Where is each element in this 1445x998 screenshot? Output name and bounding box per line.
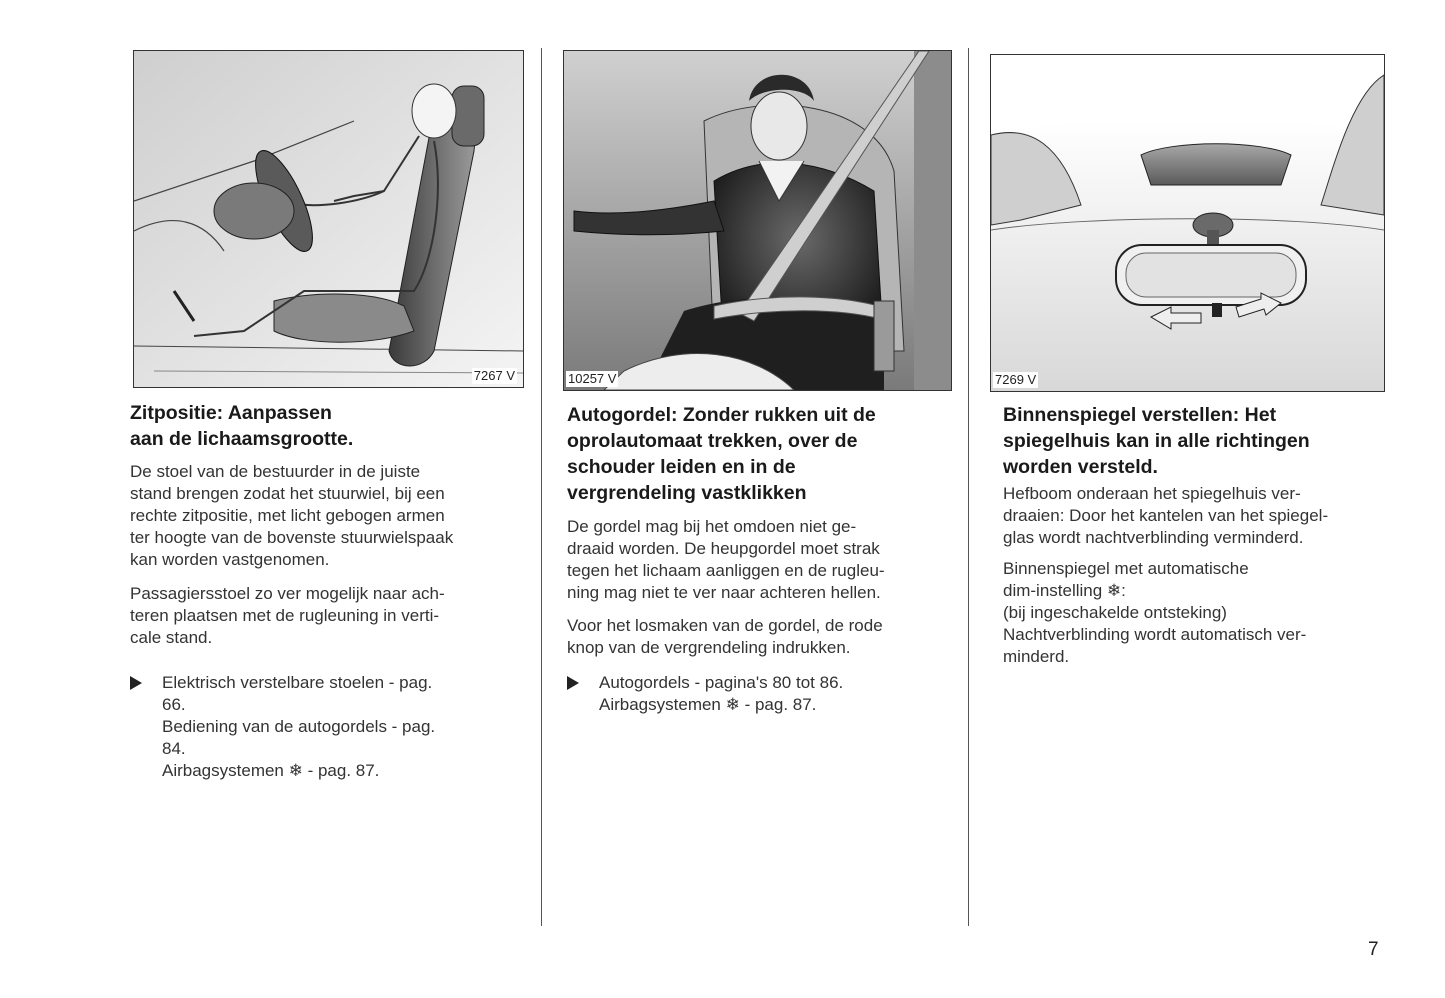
bullet-arrow-icon (567, 676, 579, 690)
paragraph: Hefboom onderaan het spiegelhuis ver- draaien: Door het kantelen van het spiegel- glas wordt nachtverblinding verminderd. (1003, 484, 1329, 547)
paragraph: Passagiersstoel zo ver mogelijk naar ach- teren plaatsen met de rugleuning in verti- cale stand. (130, 584, 445, 647)
paragraph: Binnenspiegel met automatische dim-instelling ❄: (bij ingeschakelde ontsteking) Nachtverblinding wordt automatisch ver- minderd. (1003, 559, 1307, 666)
heading-seat-position: Zitpositie: Aanpassen aan de lichaamsgrootte. (130, 402, 354, 450)
paragraph: Voor het losmaken van de gordel, de rode knop van de vergrendeling indrukken. (567, 616, 883, 657)
column-divider (968, 48, 969, 926)
bullet-arrow-icon (130, 676, 142, 690)
seat-position-illustration (133, 50, 524, 388)
heading-rearview-mirror: Binnenspiegel verstellen: Het spiegelhuis kan in alle richtingen worden versteld. (1003, 404, 1310, 478)
heading-seatbelt: Autogordel: Zonder rukken uit de oprolautomaat trekken, over de schouder leiden en in de vergrendeling vastklikken (567, 404, 876, 504)
cross-reference-text: Autogordels - pagina's 80 tot 86. Airbagsystemen ❄ - pag. 87. (599, 673, 844, 714)
paragraph: De stoel van de bestuurder in de juiste stand brengen zodat het stuurwiel, bij een rechte zitpositie, met licht gebogen armen ter hoogte van de bovenste stuurwielspaak kan worden vastgenomen. (130, 462, 454, 569)
page-number: 7 (1368, 939, 1379, 960)
paragraph: De gordel mag bij het omdoen niet ge- draaid worden. De heupgordel moet strak tegen het lichaam aanliggen en de rugleu- ning mag niet te ver naar achteren hellen. (567, 517, 885, 602)
column-divider (541, 48, 542, 926)
cross-reference-list (567, 672, 957, 720)
figure-code: 10257 V (568, 371, 617, 386)
figure-code: 7269 V (995, 372, 1037, 387)
cross-reference-list (130, 672, 525, 787)
cross-reference-text: Elektrisch verstelbare stoelen - pag. 66. Bediening van de autogordels - pag. 84. Airbagsystemen ❄ - pag. 87. (162, 673, 436, 780)
seatbelt-illustration (563, 50, 952, 391)
rearview-mirror-illustration (990, 54, 1385, 392)
figure-code: 7267 V (473, 368, 515, 383)
